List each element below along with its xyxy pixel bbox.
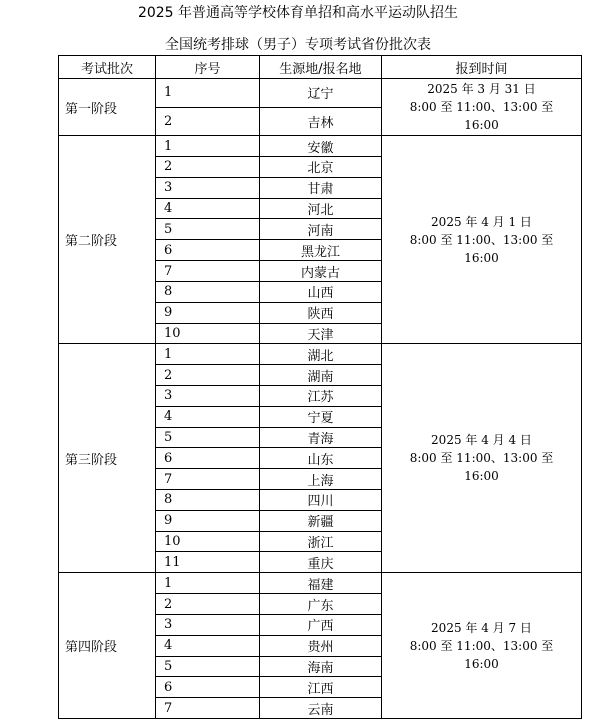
seq-cell: 7 bbox=[156, 698, 260, 719]
seq-cell: 6 bbox=[156, 677, 260, 698]
time-cell bbox=[382, 136, 582, 344]
seq-cell: 3 bbox=[156, 385, 260, 406]
table-row bbox=[59, 136, 582, 157]
province-cell: 辽宁 bbox=[260, 79, 382, 108]
time-line: 16:00 bbox=[464, 469, 499, 484]
province-cell: 新疆 bbox=[260, 510, 382, 531]
time-line: 16:00 bbox=[464, 250, 499, 265]
province-cell: 上海 bbox=[260, 469, 382, 490]
seq-cell: 10 bbox=[156, 531, 260, 552]
table-row bbox=[59, 344, 582, 365]
batch-cell: 第二阶段 bbox=[59, 136, 156, 344]
header-time: 报到时间 bbox=[382, 56, 582, 79]
province-cell: 天津 bbox=[260, 323, 382, 344]
time-line: 2025 年 4 月 7 日 bbox=[431, 620, 532, 635]
time-line: 16:00 bbox=[464, 656, 499, 671]
seq-cell: 4 bbox=[156, 635, 260, 656]
seq-cell: 1 bbox=[156, 136, 260, 157]
seq-cell: 7 bbox=[156, 469, 260, 490]
header-province: 生源地/报名地 bbox=[260, 56, 382, 79]
time-cell bbox=[382, 344, 582, 573]
province-cell: 河北 bbox=[260, 198, 382, 219]
province-cell: 甘肃 bbox=[260, 177, 382, 198]
time-cell bbox=[382, 573, 582, 719]
time-line: 16:00 bbox=[464, 118, 499, 133]
seq-cell: 8 bbox=[156, 490, 260, 511]
time-line: 2025 年 4 月 4 日 bbox=[431, 433, 532, 448]
document-title: 2025 年普通高等学校体育单招和高水平运动队招生 bbox=[137, 5, 459, 21]
province-cell: 北京 bbox=[260, 157, 382, 178]
province-cell: 青海 bbox=[260, 427, 382, 448]
seq-cell: 2 bbox=[156, 107, 260, 136]
seq-cell: 8 bbox=[156, 281, 260, 302]
province-cell: 重庆 bbox=[260, 552, 382, 573]
province-cell: 吉林 bbox=[260, 107, 382, 136]
batch-cell: 第三阶段 bbox=[59, 344, 156, 573]
seq-cell: 6 bbox=[156, 448, 260, 469]
province-cell: 江苏 bbox=[260, 385, 382, 406]
seq-cell: 4 bbox=[156, 198, 260, 219]
time-line: 8:00 至 11:00、13:00 至 bbox=[409, 232, 554, 247]
seq-cell: 7 bbox=[156, 261, 260, 282]
seq-cell: 1 bbox=[156, 79, 260, 108]
province-cell: 广西 bbox=[260, 614, 382, 635]
table-row bbox=[59, 573, 582, 594]
province-cell: 安徽 bbox=[260, 136, 382, 157]
table-body bbox=[59, 79, 582, 719]
province-cell: 宁夏 bbox=[260, 406, 382, 427]
seq-cell: 5 bbox=[156, 656, 260, 677]
seq-cell: 3 bbox=[156, 614, 260, 635]
province-cell: 四川 bbox=[260, 490, 382, 511]
header-batch: 考试批次 bbox=[59, 56, 156, 79]
seq-cell: 2 bbox=[156, 157, 260, 178]
province-cell: 海南 bbox=[260, 656, 382, 677]
province-cell: 浙江 bbox=[260, 531, 382, 552]
table-header-row bbox=[59, 56, 582, 79]
table-row bbox=[59, 79, 582, 108]
seq-cell: 5 bbox=[156, 427, 260, 448]
seq-cell: 11 bbox=[156, 552, 260, 573]
seq-cell: 10 bbox=[156, 323, 260, 344]
province-cell: 山东 bbox=[260, 448, 382, 469]
batch-cell: 第四阶段 bbox=[59, 573, 156, 719]
province-cell: 江西 bbox=[260, 677, 382, 698]
header-seq: 序号 bbox=[156, 56, 260, 79]
province-cell: 广东 bbox=[260, 594, 382, 615]
seq-cell: 9 bbox=[156, 510, 260, 531]
province-cell: 湖南 bbox=[260, 365, 382, 386]
schedule-table bbox=[58, 55, 582, 719]
seq-cell: 5 bbox=[156, 219, 260, 240]
province-cell: 河南 bbox=[260, 219, 382, 240]
seq-cell: 2 bbox=[156, 365, 260, 386]
time-line: 8:00 至 11:00、13:00 至 bbox=[409, 451, 554, 466]
time-line: 2025 年 3 月 31 日 bbox=[427, 82, 536, 97]
province-cell: 黑龙江 bbox=[260, 240, 382, 261]
seq-cell: 9 bbox=[156, 302, 260, 323]
time-line: 2025 年 4 月 1 日 bbox=[431, 214, 532, 229]
province-cell: 山西 bbox=[260, 281, 382, 302]
province-cell: 福建 bbox=[260, 573, 382, 594]
document-subtitle: 全国统考排球（男子）专项考试省份批次表 bbox=[165, 37, 431, 53]
time-cell bbox=[382, 79, 582, 136]
seq-cell: 1 bbox=[156, 573, 260, 594]
seq-cell: 1 bbox=[156, 344, 260, 365]
province-cell: 湖北 bbox=[260, 344, 382, 365]
time-line: 8:00 至 11:00、13:00 至 bbox=[409, 100, 554, 115]
seq-cell: 4 bbox=[156, 406, 260, 427]
seq-cell: 2 bbox=[156, 594, 260, 615]
province-cell: 云南 bbox=[260, 698, 382, 719]
province-cell: 内蒙古 bbox=[260, 261, 382, 282]
province-cell: 贵州 bbox=[260, 635, 382, 656]
batch-cell: 第一阶段 bbox=[59, 79, 156, 136]
seq-cell: 6 bbox=[156, 240, 260, 261]
province-cell: 陕西 bbox=[260, 302, 382, 323]
time-line: 8:00 至 11:00、13:00 至 bbox=[409, 638, 554, 653]
seq-cell: 3 bbox=[156, 177, 260, 198]
